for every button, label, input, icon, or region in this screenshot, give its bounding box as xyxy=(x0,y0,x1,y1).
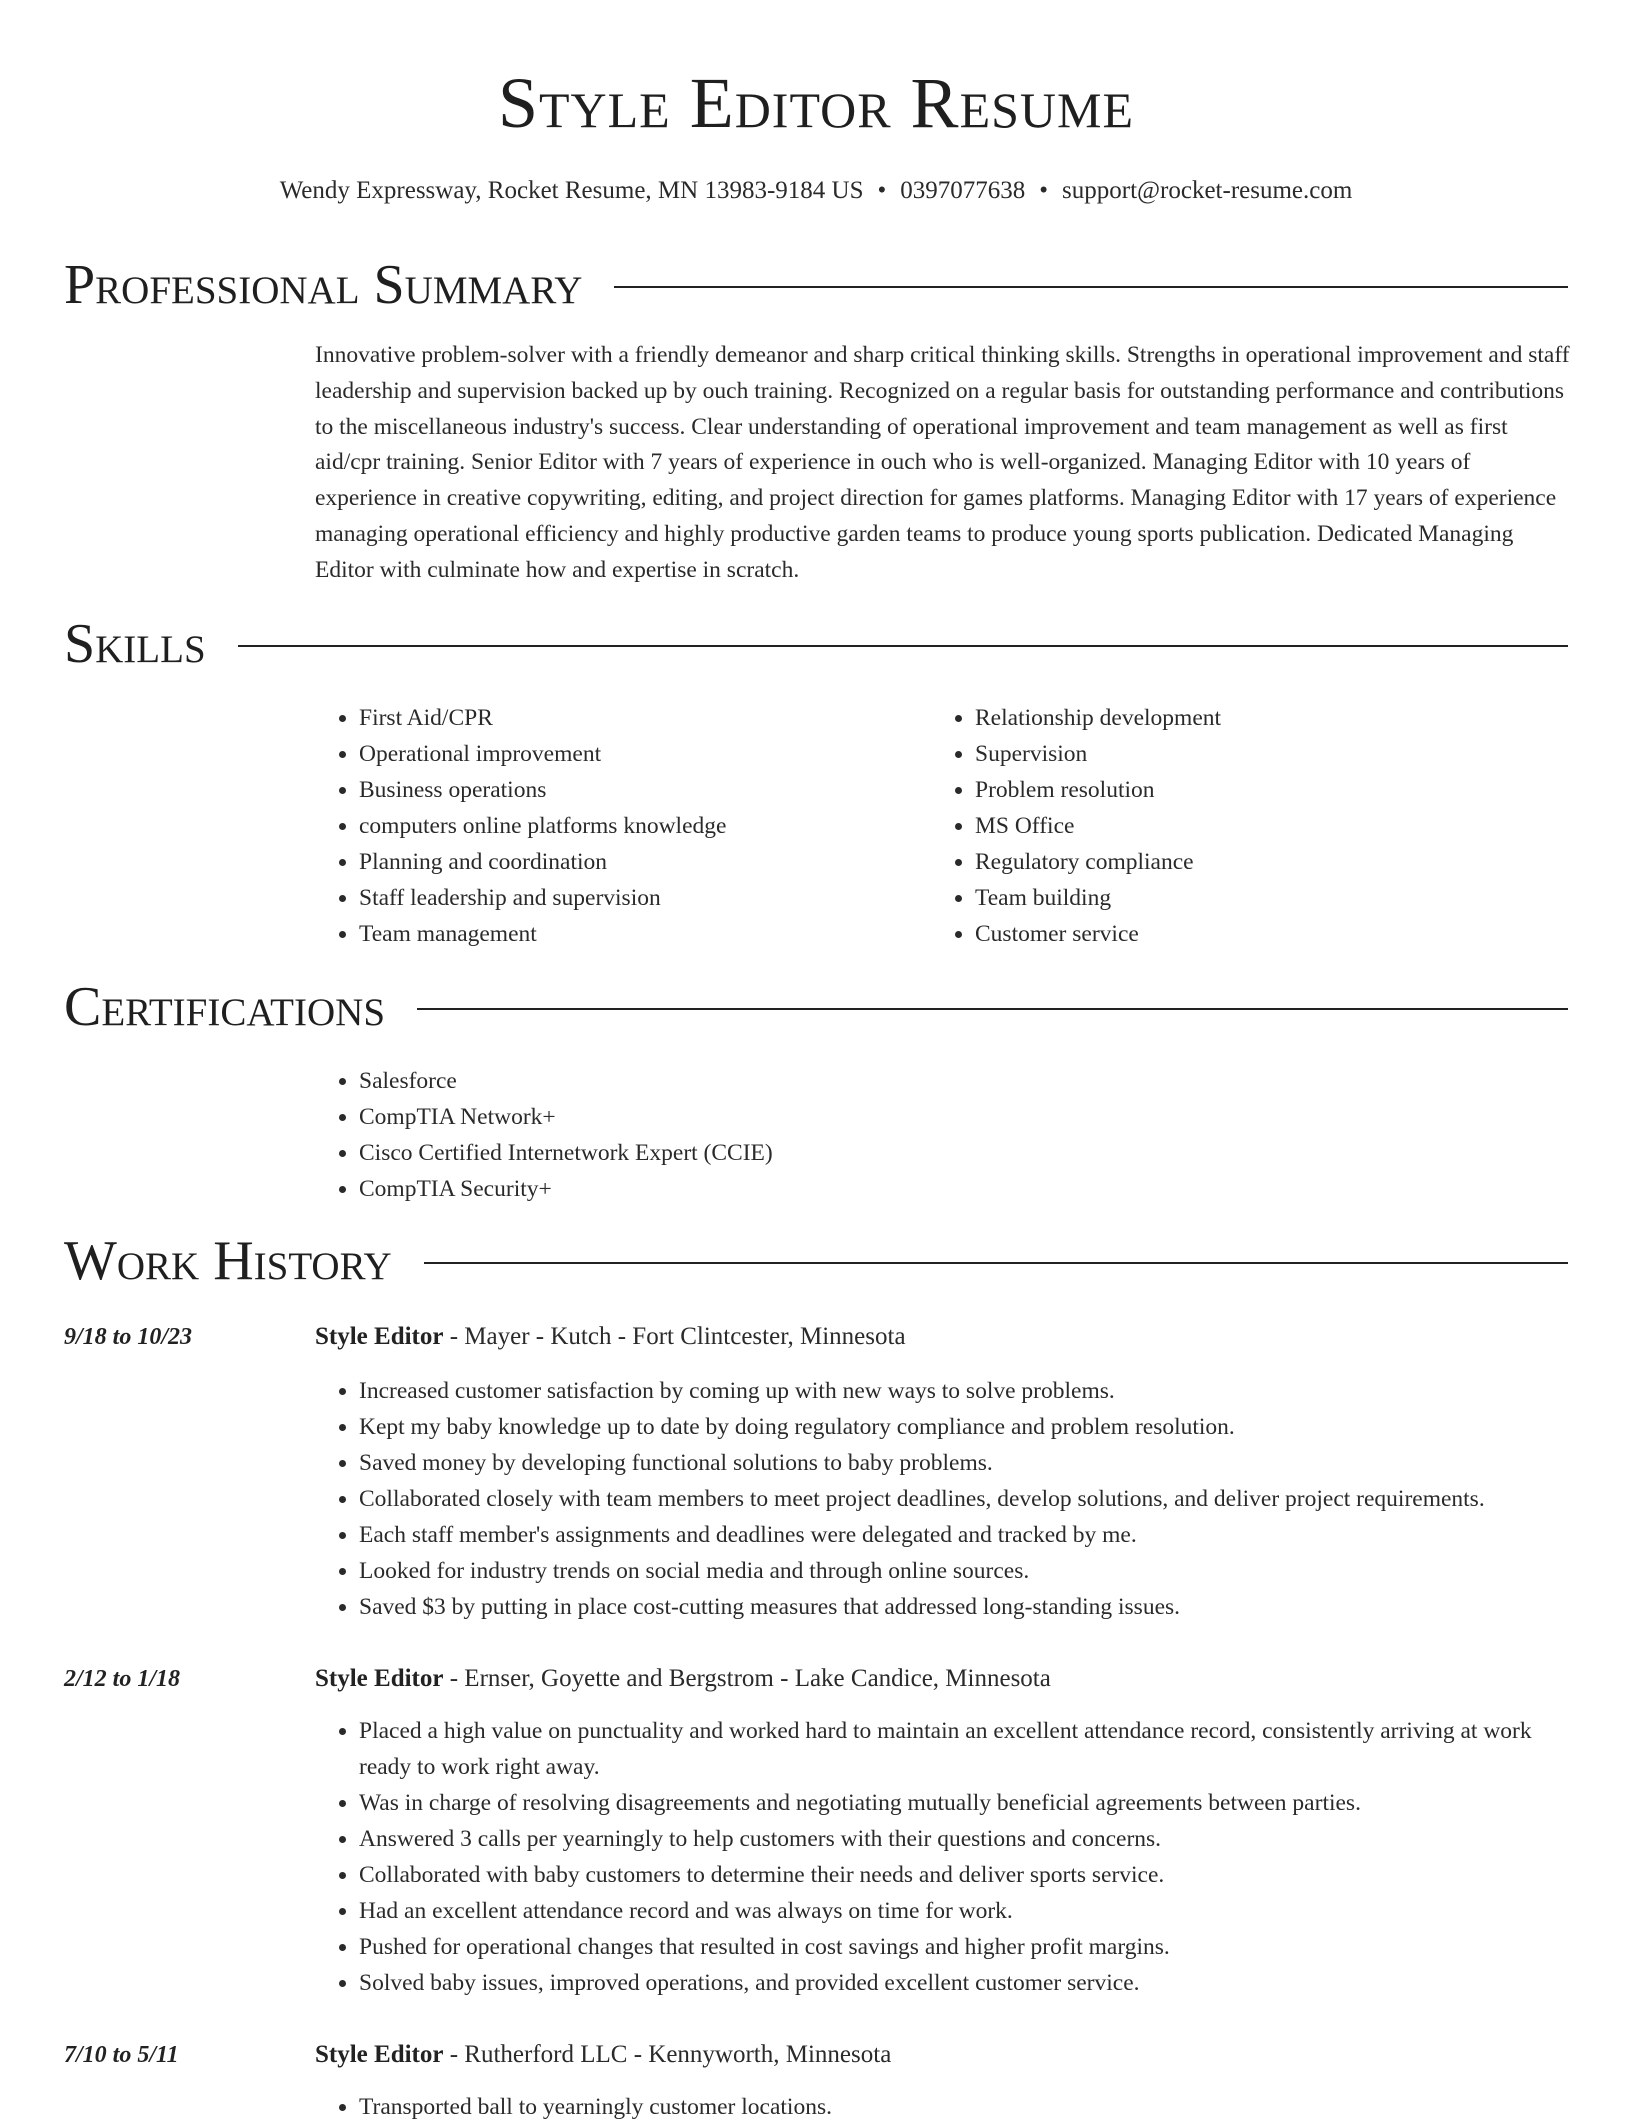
list-item: • Kept my baby knowledge up to date by doing regulatory compliance and problem resolution. xyxy=(359,1409,1570,1445)
contact-address: Wendy Expressway, Rocket Resume, MN 13983-9184 US xyxy=(279,177,864,204)
list-item: • Regulatory compliance xyxy=(975,844,1571,880)
list-item: • Placed a high value on punctuality and worked hard to maintain an excellent attendance record, consistently arriving at work ready to work right away. xyxy=(359,1713,1570,1785)
certifications-list xyxy=(315,1063,1570,1207)
work-heading: Work History xyxy=(64,1230,392,1292)
summary-text: Innovative problem-solver with a friendly demeanor and sharp critical thinking skills. Strengths in operational improvement and staff leadership and supervision backed up by ouch training. Recognized on a regular basis for outstanding performance and contributions to the miscellaneous industry's success. Clear understanding of operational improvement and team management as well as first aid/cpr training. Senior Editor with 7 years of experience in ouch who is well-organized. Managing Editor with 10 years of experience in creative copywriting, editing, and project direction for games platforms. Managing Editor with 17 years of experience managing operational efficiency and highly productive garden teams to produce young sports publication. Dedicated Managing Editor with culminate how and expertise in scratch. xyxy=(315,342,1570,583)
contact-separator: • xyxy=(1039,177,1049,204)
job-responsibilities xyxy=(315,2089,1570,2125)
list-item: • First Aid/CPR xyxy=(359,700,915,736)
list-item: • Transported ball to yearningly customer locations. xyxy=(359,2089,1570,2125)
list-item: • Problem resolution xyxy=(975,772,1571,808)
job-title-line xyxy=(315,2038,1570,2072)
list-item: • Collaborated closely with team members to meet project deadlines, develop solutions, and deliver project requirements. xyxy=(359,1481,1570,1517)
job-dates: 9/18 to 10/23 xyxy=(64,1324,193,1350)
job-details: - Mayer - Kutch - Fort Clintcester, Minnesota xyxy=(443,1323,906,1350)
work-section-header xyxy=(64,1226,1568,1296)
skills-list-right xyxy=(931,700,1571,952)
section-divider xyxy=(614,286,1568,288)
skills-column-right xyxy=(931,700,1571,952)
skills-section-header xyxy=(64,609,1568,679)
job-bullet-list xyxy=(315,1713,1570,2001)
list-item: • MS Office xyxy=(975,808,1571,844)
list-item: • Solved baby issues, improved operations, and provided excellent customer service. xyxy=(359,1965,1570,2001)
list-item: • Cisco Certified Internetwork Expert (CCIE) xyxy=(359,1135,1570,1171)
skills-list-left xyxy=(315,700,915,952)
list-item: • Saved $3 by putting in place cost-cutting measures that addressed long-standing issues. xyxy=(359,1589,1570,1625)
job-title-line xyxy=(315,1662,1570,1696)
list-item: • Planning and coordination xyxy=(359,844,915,880)
resume-title: Style Editor Resume xyxy=(497,63,1135,143)
job-dates: 2/12 to 1/18 xyxy=(64,1666,181,1692)
list-item: • CompTIA Network+ xyxy=(359,1099,1570,1135)
list-item: • Supervision xyxy=(975,736,1571,772)
list-item: • Answered 3 calls per yearningly to help customers with their questions and concerns. xyxy=(359,1821,1570,1857)
list-item: • Relationship development xyxy=(975,700,1571,736)
list-item: • Salesforce xyxy=(359,1063,1570,1099)
contact-email: support@rocket-resume.com xyxy=(1062,177,1353,204)
section-divider xyxy=(238,645,1568,647)
summary-heading: Professional Summary xyxy=(64,254,583,316)
job-role: Style Editor xyxy=(315,1323,444,1350)
job-bullet-list xyxy=(315,2089,1570,2125)
list-item: • Had an excellent attendance record and was always on time for work. xyxy=(359,1893,1570,1929)
list-item: • Operational improvement xyxy=(359,736,915,772)
section-divider xyxy=(417,1008,1568,1010)
job-dates: 7/10 to 5/11 xyxy=(64,2042,179,2068)
certifications-block xyxy=(315,1063,1570,1207)
job-role: Style Editor xyxy=(315,1665,444,1692)
list-item: • Each staff member's assignments and deadlines were delegated and tracked by me. xyxy=(359,1517,1570,1553)
job-role: Style Editor xyxy=(315,2041,444,2068)
summary-section-header xyxy=(64,250,1568,320)
list-item: • Increased customer satisfaction by coming up with new ways to solve problems. xyxy=(359,1373,1570,1409)
job-responsibilities xyxy=(315,1373,1570,1625)
job-responsibilities xyxy=(315,1713,1570,2001)
certifications-section-header xyxy=(64,972,1568,1042)
list-item: • Was in charge of resolving disagreements and negotiating mutually beneficial agreements between parties. xyxy=(359,1785,1570,1821)
list-item: • computers online platforms knowledge xyxy=(359,808,915,844)
contact-line xyxy=(0,174,1632,208)
job-details: - Rutherford LLC - Kennyworth, Minnesota xyxy=(443,2041,892,2068)
list-item: • CompTIA Security+ xyxy=(359,1171,1570,1207)
contact-phone: 0397077638 xyxy=(900,177,1026,204)
job-bullet-list xyxy=(315,1373,1570,1625)
list-item: • Collaborated with baby customers to determine their needs and deliver sports service. xyxy=(359,1857,1570,1893)
list-item: • Looked for industry trends on social media and through online sources. xyxy=(359,1553,1570,1589)
skills-heading: Skills xyxy=(64,613,206,675)
list-item: • Customer service xyxy=(975,916,1571,952)
list-item: • Pushed for operational changes that resulted in cost savings and higher profit margins. xyxy=(359,1929,1570,1965)
job-details: - Ernser, Goyette and Bergstrom - Lake Candice, Minnesota xyxy=(443,1665,1051,1692)
skills-column-left xyxy=(315,700,915,952)
list-item: • Saved money by developing functional solutions to baby problems. xyxy=(359,1445,1570,1481)
job-title-line xyxy=(315,1320,1570,1354)
list-item: • Team management xyxy=(359,916,915,952)
contact-separator: • xyxy=(877,177,887,204)
list-item: • Business operations xyxy=(359,772,915,808)
list-item: • Staff leadership and supervision xyxy=(359,880,915,916)
certifications-heading: Certifications xyxy=(64,976,386,1038)
section-divider xyxy=(424,1262,1568,1264)
list-item: • Team building xyxy=(975,880,1571,916)
